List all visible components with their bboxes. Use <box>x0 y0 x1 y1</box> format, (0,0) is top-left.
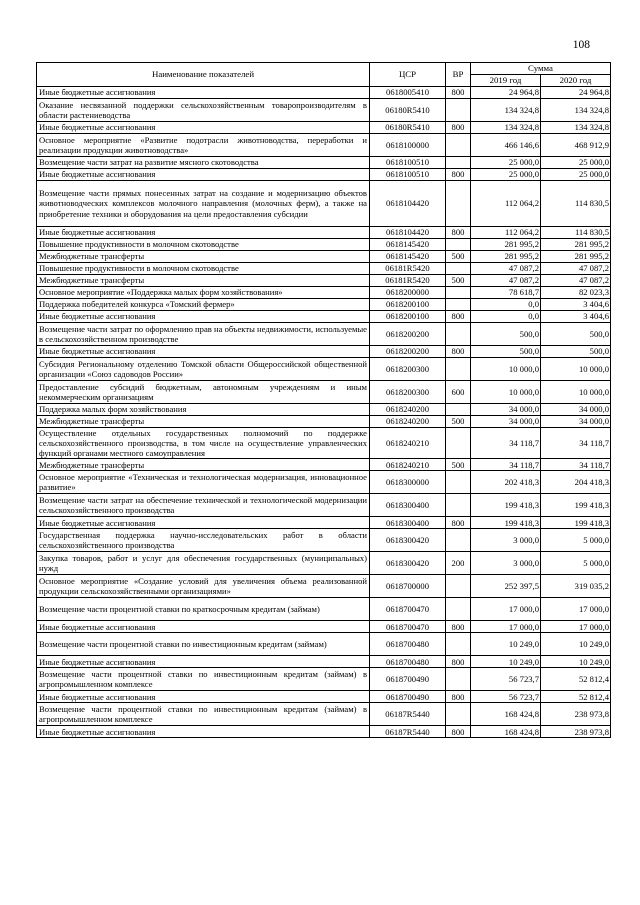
row-vr-code <box>446 404 471 416</box>
row-vr-code: 200 <box>446 552 471 575</box>
row-sum-2019: 56 723,7 <box>471 668 541 691</box>
table-row <box>37 299 611 311</box>
row-csr-code: 0618300000 <box>370 471 446 494</box>
row-vr-code <box>446 157 471 169</box>
row-sum-2019: 56 723,7 <box>471 691 541 703</box>
row-vr-code <box>446 471 471 494</box>
row-csr-code: 0618240210 <box>370 459 446 471</box>
row-csr-code: 0618300400 <box>370 494 446 517</box>
table-row <box>37 358 611 381</box>
row-name: Иные бюджетные ассигнования <box>37 346 370 358</box>
row-sum-2020: 500,0 <box>541 346 611 358</box>
table-row <box>37 471 611 494</box>
row-vr-code <box>446 299 471 311</box>
column-header-vr: ВР <box>446 63 471 87</box>
row-sum-2020: 52 812,4 <box>541 668 611 691</box>
row-sum-2019: 500,0 <box>471 323 541 346</box>
row-sum-2020: 3 404,6 <box>541 311 611 323</box>
row-vr-code <box>446 239 471 251</box>
table-row <box>37 122 611 134</box>
table-row <box>37 181 611 227</box>
row-sum-2019: 34 000,0 <box>471 416 541 428</box>
row-sum-2019: 500,0 <box>471 346 541 358</box>
row-name: Иные бюджетные ассигнования <box>37 656 370 668</box>
table-row <box>37 459 611 471</box>
row-sum-2020: 199 418,3 <box>541 494 611 517</box>
row-csr-code: 0618240200 <box>370 416 446 428</box>
row-csr-code: 06187R5440 <box>370 703 446 726</box>
row-name: Возмещение части затрат на развитие мясного скотоводства <box>37 157 370 169</box>
row-name: Возмещение части затрат на обеспечение технической и технологической модернизации сельскохозяйственного производства <box>37 494 370 517</box>
row-name: Возмещение части затрат по оформлению прав на объекты недвижимости, используемые в сельскохозяйственном производстве <box>37 323 370 346</box>
row-csr-code: 0618145420 <box>370 239 446 251</box>
row-csr-code: 0618700470 <box>370 598 446 621</box>
row-sum-2020: 10 249,0 <box>541 633 611 656</box>
table-row <box>37 404 611 416</box>
row-vr-code <box>446 99 471 122</box>
row-sum-2019: 17 000,0 <box>471 598 541 621</box>
table-row <box>37 656 611 668</box>
row-name: Межбюджетные трансферты <box>37 251 370 263</box>
row-sum-2020: 204 418,3 <box>541 471 611 494</box>
row-sum-2019: 17 000,0 <box>471 621 541 633</box>
row-sum-2020: 34 118,7 <box>541 459 611 471</box>
row-csr-code: 0618700490 <box>370 691 446 703</box>
row-csr-code: 06181R5420 <box>370 263 446 275</box>
row-sum-2020: 47 087,2 <box>541 263 611 275</box>
row-csr-code: 0618240210 <box>370 428 446 459</box>
row-csr-code: 0618700480 <box>370 656 446 668</box>
row-name: Возмещение части процентной ставки по инвестиционным кредитам (займам) в агропромышленном комплексе <box>37 668 370 691</box>
table-row <box>37 726 611 738</box>
column-header-csr: ЦСР <box>370 63 446 87</box>
row-sum-2020: 238 973,8 <box>541 703 611 726</box>
table-row <box>37 134 611 157</box>
row-name: Иные бюджетные ассигнования <box>37 169 370 181</box>
column-header-year-2019: 2019 год <box>471 75 541 87</box>
row-sum-2020: 238 973,8 <box>541 726 611 738</box>
row-vr-code: 800 <box>446 346 471 358</box>
row-sum-2019: 252 397,5 <box>471 575 541 598</box>
row-name: Закупка товаров, работ и услуг для обеспечения государственных (муниципальных) нужд <box>37 552 370 575</box>
row-name: Поддержка малых форм хозяйствования <box>37 404 370 416</box>
row-csr-code: 0618145420 <box>370 251 446 263</box>
table-row <box>37 529 611 552</box>
row-name: Основное мероприятие «Поддержка малых форм хозяйствования» <box>37 287 370 299</box>
row-sum-2019: 0,0 <box>471 299 541 311</box>
row-vr-code: 800 <box>446 517 471 529</box>
table-row <box>37 311 611 323</box>
row-csr-code: 0618100510 <box>370 169 446 181</box>
row-sum-2019: 25 000,0 <box>471 157 541 169</box>
table-row <box>37 263 611 275</box>
row-sum-2019: 202 418,3 <box>471 471 541 494</box>
row-sum-2019: 466 146,6 <box>471 134 541 157</box>
table-row <box>37 416 611 428</box>
row-sum-2019: 47 087,2 <box>471 263 541 275</box>
table-row <box>37 633 611 656</box>
table-row <box>37 323 611 346</box>
row-sum-2020: 34 000,0 <box>541 404 611 416</box>
row-sum-2019: 24 964,8 <box>471 87 541 99</box>
row-vr-code <box>446 134 471 157</box>
row-sum-2019: 3 000,0 <box>471 529 541 552</box>
row-vr-code <box>446 529 471 552</box>
row-csr-code: 0618240200 <box>370 404 446 416</box>
row-sum-2020: 114 830,5 <box>541 181 611 227</box>
row-vr-code <box>446 494 471 517</box>
row-vr-code: 800 <box>446 169 471 181</box>
row-vr-code <box>446 181 471 227</box>
table-header <box>37 63 611 87</box>
row-vr-code <box>446 633 471 656</box>
row-sum-2020: 134 324,8 <box>541 99 611 122</box>
row-sum-2019: 112 064,2 <box>471 227 541 239</box>
row-vr-code: 800 <box>446 726 471 738</box>
budget-table <box>36 62 611 738</box>
row-name: Основное мероприятие «Создание условий для увеличения объема реализованной продукции сельскохозяйственными организациями» <box>37 575 370 598</box>
row-csr-code: 0618200200 <box>370 323 446 346</box>
column-header-year-2020: 2020 год <box>541 75 611 87</box>
row-vr-code <box>446 598 471 621</box>
row-vr-code: 500 <box>446 416 471 428</box>
row-sum-2020: 468 912,9 <box>541 134 611 157</box>
row-csr-code: 0618700480 <box>370 633 446 656</box>
row-vr-code: 800 <box>446 691 471 703</box>
table-row <box>37 275 611 287</box>
table-row <box>37 287 611 299</box>
row-sum-2019: 10 249,0 <box>471 633 541 656</box>
row-name: Иные бюджетные ассигнования <box>37 691 370 703</box>
row-sum-2020: 10 249,0 <box>541 656 611 668</box>
table-row <box>37 552 611 575</box>
row-sum-2019: 10 249,0 <box>471 656 541 668</box>
row-sum-2019: 134 324,8 <box>471 99 541 122</box>
column-header-name: Наименование показателей <box>37 63 370 87</box>
row-name: Осуществление отдельных государственных полномочий по поддержке сельскохозяйственного производства, в том числе на осуществление управленческих функций органами местного самоуправления <box>37 428 370 459</box>
row-name: Возмещение части процентной ставки по инвестиционным кредитам (займам) в агропромышленном комплексе <box>37 703 370 726</box>
row-csr-code: 0618104420 <box>370 227 446 239</box>
row-sum-2019: 112 064,2 <box>471 181 541 227</box>
table-row <box>37 99 611 122</box>
row-sum-2020: 114 830,5 <box>541 227 611 239</box>
row-sum-2019: 34 118,7 <box>471 428 541 459</box>
row-vr-code <box>446 263 471 275</box>
row-vr-code <box>446 428 471 459</box>
row-sum-2019: 25 000,0 <box>471 169 541 181</box>
row-csr-code: 0618005410 <box>370 87 446 99</box>
row-name: Межбюджетные трансферты <box>37 275 370 287</box>
row-csr-code: 0618100510 <box>370 157 446 169</box>
column-header-sum: Сумма <box>471 63 611 75</box>
table-row <box>37 703 611 726</box>
row-name: Иные бюджетные ассигнования <box>37 87 370 99</box>
row-sum-2019: 34 118,7 <box>471 459 541 471</box>
row-csr-code: 0618700470 <box>370 621 446 633</box>
table-row <box>37 691 611 703</box>
row-sum-2019: 281 995,2 <box>471 239 541 251</box>
row-name: Оказание несвязанной поддержки сельскохозяйственным товаропроизводителям в области растениеводства <box>37 99 370 122</box>
table-row <box>37 346 611 358</box>
row-name: Государственная поддержка научно-исследовательских работ в области сельскохозяйственного производства <box>37 529 370 552</box>
row-sum-2020: 500,0 <box>541 323 611 346</box>
table-row <box>37 668 611 691</box>
row-sum-2020: 52 812,4 <box>541 691 611 703</box>
page-number: 108 <box>572 39 590 51</box>
table-row <box>37 517 611 529</box>
row-csr-code: 0618300400 <box>370 517 446 529</box>
row-name: Предоставление субсидий бюджетным, автономным учреждениям и иным некоммерческим организациям <box>37 381 370 404</box>
row-name: Иные бюджетные ассигнования <box>37 621 370 633</box>
row-name: Иные бюджетные ассигнования <box>37 311 370 323</box>
row-sum-2020: 134 324,8 <box>541 122 611 134</box>
row-sum-2019: 3 000,0 <box>471 552 541 575</box>
row-sum-2020: 281 995,2 <box>541 251 611 263</box>
row-vr-code: 800 <box>446 621 471 633</box>
row-sum-2020: 34 000,0 <box>541 416 611 428</box>
row-sum-2019: 0,0 <box>471 311 541 323</box>
row-sum-2020: 319 035,2 <box>541 575 611 598</box>
row-sum-2020: 17 000,0 <box>541 621 611 633</box>
table-row <box>37 621 611 633</box>
row-csr-code: 0618104420 <box>370 181 446 227</box>
row-vr-code <box>446 323 471 346</box>
row-name: Возмещение части процентной ставки по краткосрочным кредитам (займам) <box>37 598 370 621</box>
row-vr-code: 500 <box>446 459 471 471</box>
row-csr-code: 0618300420 <box>370 552 446 575</box>
row-sum-2019: 10 000,0 <box>471 381 541 404</box>
table-row <box>37 575 611 598</box>
row-sum-2019: 168 424,8 <box>471 703 541 726</box>
row-name: Межбюджетные трансферты <box>37 416 370 428</box>
row-csr-code: 0618200300 <box>370 358 446 381</box>
table-row <box>37 428 611 459</box>
table-row <box>37 169 611 181</box>
row-sum-2019: 78 618,7 <box>471 287 541 299</box>
table-row <box>37 598 611 621</box>
row-csr-code: 0618200100 <box>370 311 446 323</box>
row-name: Межбюджетные трансферты <box>37 459 370 471</box>
row-sum-2020: 199 418,3 <box>541 517 611 529</box>
row-csr-code: 06180R5410 <box>370 122 446 134</box>
row-sum-2020: 25 000,0 <box>541 169 611 181</box>
row-vr-code: 800 <box>446 311 471 323</box>
row-sum-2019: 168 424,8 <box>471 726 541 738</box>
row-csr-code: 0618100000 <box>370 134 446 157</box>
table-row <box>37 494 611 517</box>
row-vr-code <box>446 287 471 299</box>
row-name: Повышение продуктивности в молочном скотоводстве <box>37 263 370 275</box>
row-sum-2019: 47 087,2 <box>471 275 541 287</box>
row-csr-code: 0618700000 <box>370 575 446 598</box>
row-csr-code: 0618200100 <box>370 299 446 311</box>
row-sum-2020: 5 000,0 <box>541 529 611 552</box>
row-vr-code: 800 <box>446 227 471 239</box>
row-sum-2020: 47 087,2 <box>541 275 611 287</box>
row-sum-2020: 5 000,0 <box>541 552 611 575</box>
row-csr-code: 06181R5420 <box>370 275 446 287</box>
row-vr-code: 800 <box>446 656 471 668</box>
row-sum-2020: 10 000,0 <box>541 358 611 381</box>
row-vr-code <box>446 575 471 598</box>
row-sum-2020: 25 000,0 <box>541 157 611 169</box>
row-csr-code: 0618300420 <box>370 529 446 552</box>
row-sum-2020: 281 995,2 <box>541 239 611 251</box>
row-vr-code <box>446 668 471 691</box>
row-vr-code <box>446 358 471 381</box>
row-vr-code: 600 <box>446 381 471 404</box>
row-vr-code: 500 <box>446 251 471 263</box>
row-name: Повышение продуктивности в молочном скотоводстве <box>37 239 370 251</box>
row-csr-code: 0618200200 <box>370 346 446 358</box>
row-csr-code: 0618700490 <box>370 668 446 691</box>
row-name: Иные бюджетные ассигнования <box>37 122 370 134</box>
row-vr-code: 800 <box>446 87 471 99</box>
row-vr-code: 500 <box>446 275 471 287</box>
row-sum-2020: 82 023,3 <box>541 287 611 299</box>
row-csr-code: 06180R5410 <box>370 99 446 122</box>
row-sum-2020: 24 964,8 <box>541 87 611 99</box>
row-csr-code: 0618200000 <box>370 287 446 299</box>
row-name: Основное мероприятие «Развитие подотрасли животноводства, переработки и реализации продукции животноводства» <box>37 134 370 157</box>
row-name: Субсидия Региональному отделению Томской области Общероссийской общественной организации «Союз садоводов России» <box>37 358 370 381</box>
row-sum-2019: 199 418,3 <box>471 517 541 529</box>
table-row <box>37 239 611 251</box>
row-name: Поддержка победителей конкурса «Томский фермер» <box>37 299 370 311</box>
row-sum-2019: 10 000,0 <box>471 358 541 381</box>
row-sum-2019: 281 995,2 <box>471 251 541 263</box>
row-sum-2020: 34 118,7 <box>541 428 611 459</box>
row-sum-2019: 34 000,0 <box>471 404 541 416</box>
row-csr-code: 0618200300 <box>370 381 446 404</box>
table-row <box>37 157 611 169</box>
row-name: Иные бюджетные ассигнования <box>37 227 370 239</box>
row-csr-code: 06187R5440 <box>370 726 446 738</box>
table-row <box>37 227 611 239</box>
row-sum-2019: 199 418,3 <box>471 494 541 517</box>
row-name: Иные бюджетные ассигнования <box>37 517 370 529</box>
row-name: Возмещение части прямых понесенных затрат на создание и модернизацию объектов животноводческих комплексов молочного направления (молочных ферм), а также на приобретение техники и оборудования на цели предоставления субсидии <box>37 181 370 227</box>
table-row <box>37 251 611 263</box>
table-row <box>37 87 611 99</box>
table-body <box>37 87 611 738</box>
row-sum-2020: 17 000,0 <box>541 598 611 621</box>
row-name: Возмещение части процентной ставки по инвестиционным кредитам (займам) <box>37 633 370 656</box>
row-vr-code <box>446 703 471 726</box>
table-row <box>37 381 611 404</box>
row-name: Основное мероприятие «Техническая и технологическая модернизация, инновационное развитие» <box>37 471 370 494</box>
row-vr-code: 800 <box>446 122 471 134</box>
row-name: Иные бюджетные ассигнования <box>37 726 370 738</box>
row-sum-2020: 10 000,0 <box>541 381 611 404</box>
row-sum-2020: 3 404,6 <box>541 299 611 311</box>
row-sum-2019: 134 324,8 <box>471 122 541 134</box>
